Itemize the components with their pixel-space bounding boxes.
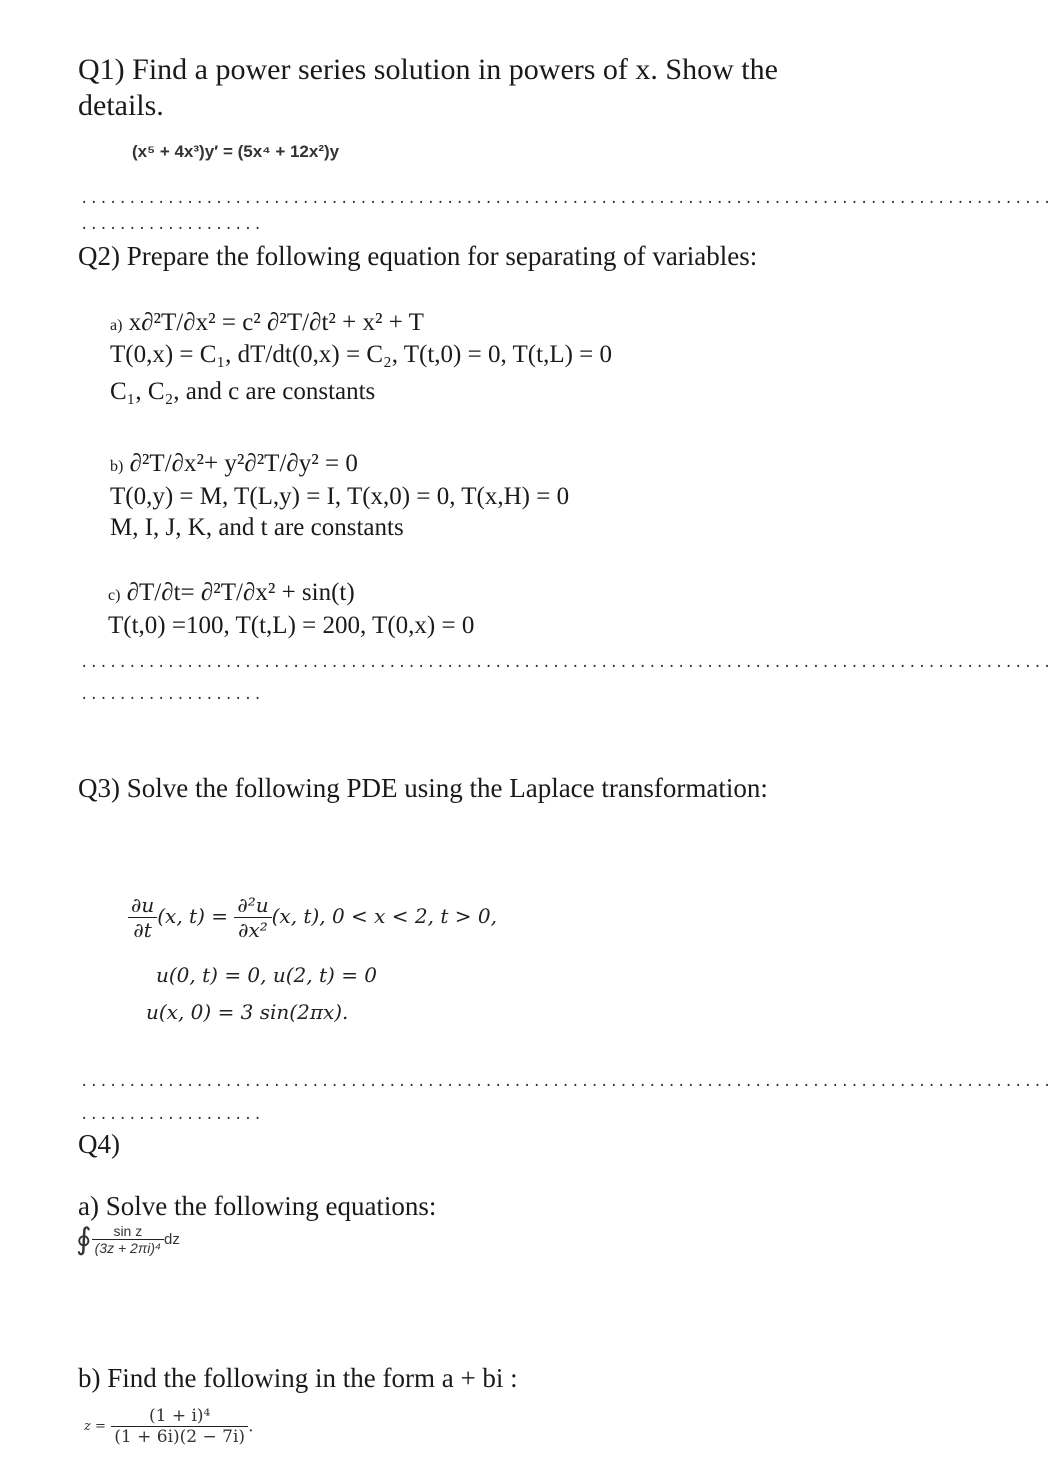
q2b-equation (110, 450, 358, 478)
q2c-boundary-conditions: T(t,0) =100, T(t,L) = 200, T(0,x) = 0 (108, 612, 475, 639)
contour-integral-sign: ∮ (76, 1222, 92, 1257)
q2a-note: C₁, C₂, and c are constants (110, 378, 376, 405)
q2-title: Q2) Prepare the following equation for separating of variables: (78, 241, 758, 271)
answer-dots-long: ..................................................................................................... (80, 191, 1053, 207)
q3-rhs-fraction: $\frac{\text{∂²u}}{\text{∂x²}}$ (234, 893, 271, 942)
q4b-title: b) Find the following in the form a + bi : (78, 1363, 518, 1393)
q2b-label: b) (110, 458, 124, 475)
q2b-eq-text: ∂²T/∂x²+ y²∂²T/∂y² = 0 (129, 450, 358, 477)
answer-dots-short: ................... (80, 1107, 263, 1123)
q3-lhs-arg: (x, t) = (157, 904, 228, 928)
q2b-note: M, I, J, K, and t are constants (110, 514, 404, 541)
q2a-boundary-conditions: T(0,x) = C₁, dT/dt(0,x) = C₂, T(t,0) = 0, T(t,L) = 0 (110, 341, 613, 368)
q4-title: Q4) (78, 1129, 120, 1159)
answer-dots-short: ................... (80, 687, 263, 703)
q4b-expression (84, 1406, 253, 1447)
q4b-fraction: $\frac{\text{(1 + i)⁴}}{(1 + 6i)(2 - 7i)}$ (111, 1406, 248, 1447)
answer-dots-long: ..................................................................................................... (80, 655, 1053, 671)
q3-title: Q3) Solve the following PDE using the Laplace transformation: (78, 773, 768, 803)
q2c-eq-text: ∂T/∂t= ∂²T/∂x² + sin(t) (126, 579, 355, 606)
q1-line1: Q1) Find a power series solution in powers of x. Show the (78, 53, 778, 86)
q4b-lhs: z = (84, 1419, 106, 1434)
q2b-boundary-conditions: T(0,y) = M, T(L,y) = I, T(x,0) = 0, T(x,H) = 0 (110, 483, 570, 510)
answer-dots-long: ..................................................................................................... (80, 1074, 1053, 1090)
q4a-title: a) Solve the following equations: (78, 1191, 437, 1221)
answer-dots-short: ................... (80, 217, 263, 233)
q4a-fraction: $\frac{\text{sin z}}{\text{(3z + 2πi)⁴}}$ (92, 1223, 164, 1256)
q3-initial-condition: u(x, 0) = 3 sin(2πx). (146, 1000, 349, 1024)
q4b-period: . (248, 1416, 254, 1437)
q3-boundary-conditions: u(0, t) = 0, u(2, t) = 0 (156, 963, 378, 987)
q2a-eq-text: x∂²T/∂x² = c² ∂²T/∂t² + x² + T (128, 309, 424, 336)
q2c-equation (108, 579, 355, 607)
q2a-equation (110, 309, 424, 337)
q2a-label: a) (110, 317, 123, 334)
q3-pde (128, 893, 497, 942)
q3-lhs-fraction: $\frac{\partial u}{\partial t}$ (128, 893, 157, 942)
q1-line2: details. (78, 89, 164, 122)
q4a-integral (76, 1222, 180, 1257)
q4a-dz: dz (164, 1231, 180, 1248)
q3-rhs-arg: (x, t), 0 < x < 2, t > 0, (271, 904, 497, 928)
q2c-label: c) (108, 587, 121, 604)
q1-equation: (x⁵ + 4x³)y′ = (5x⁴ + 12x²)y (132, 142, 340, 161)
